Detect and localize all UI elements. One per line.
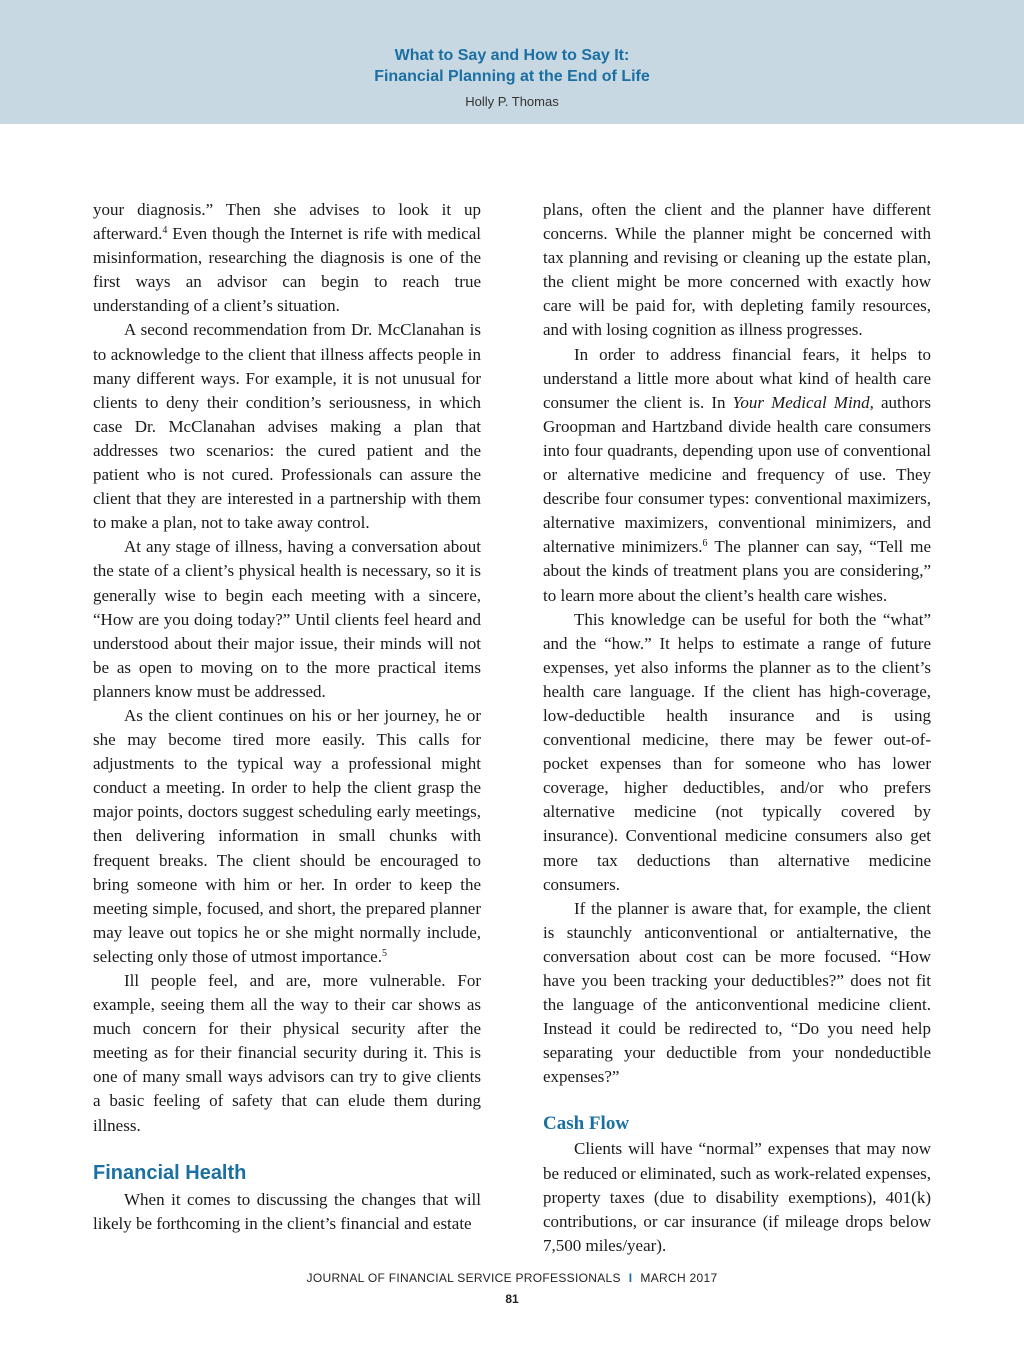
footnote-ref: 6 (702, 538, 708, 550)
paragraph (93, 704, 481, 969)
paragraph: Ill people feel, and are, more vulnerable. For example, seeing them all the way to their car shows as much concern for their physical security after the meeting as for their financial security during it. This is one of many small ways advisors can try to give clients a basic feeling of safety that can elude them during illness. (93, 971, 481, 1135)
article-author: Holly P. Thomas (465, 94, 559, 109)
book-title: Your Medical Mind, (732, 392, 874, 412)
article-title-line-1: What to Say and How to Say It: (394, 47, 630, 64)
paragraph-text: The planner can say, “Tell me about the kinds of treatment plans you are considering,” to learn more about the client’s health care wishes. (543, 537, 932, 605)
right-column (543, 198, 931, 1258)
header-band (0, 0, 1024, 124)
paragraph-text: your diagnosis.” Then she advises to look it up afterward. (93, 200, 481, 244)
page-number: 81 (505, 1292, 519, 1306)
page-footer (0, 1271, 1024, 1285)
paragraph: Clients will have “normal” expenses that may now be reduced or eliminated, such as work-related expenses, property taxes (due to disability exemptions), 401(k) contributions, or car insurance (if mileage drops below 7,500 miles/year). (543, 1139, 931, 1255)
footer-separator: I (628, 1271, 633, 1285)
article-title-line-2: Financial Planning at the End of Life (374, 68, 650, 85)
footnote-ref: 4 (162, 225, 168, 237)
paragraph: plans, often the client and the planner have different concerns. While the planner might be concerned with tax planning and revising or cleaning up the estate plan, the client might be more concerned with exactly how care will be paid for, with depleting family resources, and with losing cognition as illness progresses. (543, 200, 931, 340)
paragraph: This knowledge can be useful for both the “what” and the “how.” It helps to estimate a range of future expenses, yet also informs the planner as to the client’s health care language. If the client has high-coverage, low-deductible health insurance and is using conventional medicine, there may be fewer out-of-pocket expenses than for someone who has lower coverage, higher deductibles, and/or who prefers alternative medicine (not typically covered by insurance). Conventional medicine consumers also get more tax deductions than alternative medicine consumers. (543, 609, 931, 894)
issue-date: MARCH 2017 (640, 1271, 718, 1285)
section-heading-cash-flow: Cash Flow (543, 1113, 630, 1135)
paragraph: If the planner is aware that, for example, the client is staunchly anticonventional or antialternative, the conversation about cost can be more focused. “How have you been tracking your deductibles?” does not fit the language of the anticonventional medicine client. Instead it could be redirected to, “Do you need help separating your deductible from your nondeductible expenses?” (543, 898, 931, 1087)
footnote-ref: 5 (381, 947, 387, 959)
section-heading-financial-health: Financial Health (93, 1161, 247, 1184)
journal-name: JOURNAL OF FINANCIAL SERVICE PROFESSIONALS (306, 1271, 621, 1285)
paragraph: When it comes to discussing the changes that will likely be forthcoming in the client’s financial and estate (93, 1189, 481, 1233)
paragraph-text: As the client continues on his or her journey, he or she may become tired more easily. This calls for adjustments to the typical way a professional might conduct a meeting. In order to help the client grasp the major points, doctors suggest scheduling early meetings, then delivering information in small chunks with frequent breaks. The client should be encouraged to bring someone with him or her. In order to keep the meeting simple, focused, and short, the prepared planner may leave out topics he or she might normally include, selecting only those of utmost importance. (93, 705, 481, 966)
paragraph: A second recommendation from Dr. McClanahan is to acknowledge to the client that illness affects people in many different ways. For example, it is not unusual for clients to deny their condition’s seriousness, in which case Dr. McClanahan advises making a plan that addresses two scenarios: the cured patient and the patient who is not cured. Professionals can assure the client that they are interested in a partnership with them to make a plan, not to take away control. (93, 320, 481, 533)
paragraph: At any stage of illness, having a conversation about the state of a client’s physical health is necessary, so it is generally wise to begin each meeting with a sincere, “How are you doing today?” Until clients feel heard and understood about their major issue, their minds will not be as open to moving on to the more practical items planners know must be addressed. (93, 537, 481, 701)
paragraph-text: In order to address financial fears, it helps to understand a little more about what kind of health care consumer the client is. In (543, 344, 931, 412)
paragraph-text: authors Groopman and Hartzband divide health care consumers into four quadrants, depending upon use of conventional or alternative medicine and frequency of use. They describe four consumer types: conventional maximizers, alternative maximizers, conventional minimizers, and alternative minimizers. (543, 392, 932, 557)
paragraph (93, 198, 481, 318)
paragraph-text: Even though the Internet is rife with medical misinformation, researching the diagnosis is one of the first ways an advisor can begin to reach true understanding of a client’s situation. (93, 224, 481, 316)
left-column (93, 198, 481, 1236)
paragraph (543, 343, 931, 608)
